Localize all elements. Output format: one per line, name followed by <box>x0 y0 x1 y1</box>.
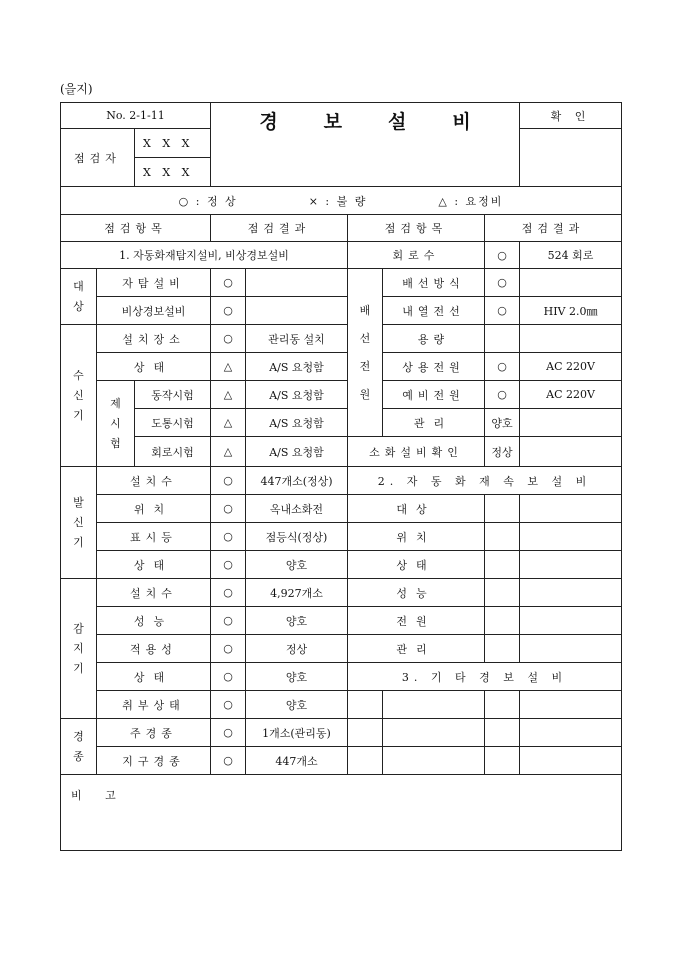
wiring-row-mark: ○ <box>485 269 520 297</box>
wiring-row-label: 관리 <box>383 409 485 437</box>
circuits-value: 524 회로 <box>520 242 622 269</box>
detector-row-mark: ○ <box>211 607 246 635</box>
detector-row-label: 성능 <box>97 607 211 635</box>
transmitter-row-mark: ○ <box>211 467 246 495</box>
section2-row-value <box>520 579 622 607</box>
col-item-left: 점검항목 <box>61 215 211 242</box>
test-row-value: A/S 요청함 <box>246 381 348 409</box>
col-item-right: 점검항목 <box>348 215 485 242</box>
wiring-row-value <box>520 325 622 353</box>
wiring-row-label: 내열전선 <box>383 297 485 325</box>
target-row-mark: ○ <box>211 297 246 325</box>
wiring-row-value: AC 220V <box>520 353 622 381</box>
target-group: 대 상 <box>61 269 97 325</box>
test-row-label: 동작시험 <box>135 381 211 409</box>
legend-maintain: △ : 요정비 <box>438 194 504 208</box>
section2-title: 2. 자 동 화 재 속 보 설 비 <box>348 467 622 495</box>
bell-row-value: 1개소(관리동) <box>246 719 348 747</box>
wiring-row-label: 용량 <box>383 325 485 353</box>
wiring-group: 배 선 전 원 <box>348 269 383 437</box>
wiring-row-mark: ○ <box>485 297 520 325</box>
section2-row-value <box>520 523 622 551</box>
target-row-label: 자탐설비 <box>97 269 211 297</box>
section2-row-mark <box>485 523 520 551</box>
receiver-group: 수 신 기 <box>61 325 97 467</box>
target-row-mark: ○ <box>211 269 246 297</box>
bell-row-mark: ○ <box>211 719 246 747</box>
detector-row-mark: ○ <box>211 691 246 719</box>
wiring-row-label: 상용전원 <box>383 353 485 381</box>
inspector-2: X X X <box>135 158 211 187</box>
detector-row-value: 양호 <box>246 663 348 691</box>
receiver-status-value: A/S 요청함 <box>246 353 348 381</box>
section2-row-label: 관리 <box>348 635 485 663</box>
page-title: 경보설비 <box>259 111 517 133</box>
section3-title: 3. 기 타 경 보 설 비 <box>348 663 622 691</box>
receiver-install-mark: ○ <box>211 325 246 353</box>
test-row-value: A/S 요청함 <box>246 437 348 467</box>
wiring-row-mark: 양호 <box>485 409 520 437</box>
transmitter-row-mark: ○ <box>211 523 246 551</box>
section2-row-label: 상태 <box>348 551 485 579</box>
section3-cell <box>520 719 622 747</box>
section2-row-mark <box>485 579 520 607</box>
section2-row-label: 대상 <box>348 495 485 523</box>
detector-row-label: 취부상태 <box>97 691 211 719</box>
transmitter-row-value: 양호 <box>246 551 348 579</box>
section1-title: 1. 자동화재탐지설비, 비상경보설비 <box>61 242 348 269</box>
section2-row-label: 전원 <box>348 607 485 635</box>
test-row-mark: △ <box>211 409 246 437</box>
section2-row-value <box>520 607 622 635</box>
detector-row-value: 4,927개소 <box>246 579 348 607</box>
section3-cell <box>383 691 485 719</box>
section3-cell <box>485 747 520 775</box>
wiring-row-mark: ○ <box>485 381 520 409</box>
bell-row-value: 447개소 <box>246 747 348 775</box>
inspector-label: 점검자 <box>61 129 135 187</box>
bell-row-label: 지구경종 <box>97 747 211 775</box>
receiver-status-mark: △ <box>211 353 246 381</box>
wiring-row-mark: ○ <box>485 353 520 381</box>
transmitter-row-mark: ○ <box>211 551 246 579</box>
wiring-row-value <box>520 269 622 297</box>
test-row-label: 회로시험 <box>135 437 211 467</box>
inspector-1: X X X <box>135 129 211 158</box>
section3-cell <box>383 719 485 747</box>
transmitter-row-mark: ○ <box>211 495 246 523</box>
section2-row-label: 위치 <box>348 523 485 551</box>
section2-row-label: 성능 <box>348 579 485 607</box>
detector-row-label: 설치수 <box>97 579 211 607</box>
bell-row-mark: ○ <box>211 747 246 775</box>
col-result-left: 점검결과 <box>211 215 348 242</box>
wiring-row-value: AC 220V <box>520 381 622 409</box>
section2-row-mark <box>485 551 520 579</box>
col-result-right: 점검결과 <box>485 215 622 242</box>
section3-cell <box>348 747 383 775</box>
receiver-status-label: 상태 <box>97 353 211 381</box>
transmitter-row-value: 옥내소화전 <box>246 495 348 523</box>
section2-row-value <box>520 495 622 523</box>
target-row-value <box>246 269 348 297</box>
receiver-install-value: 관리동 설치 <box>246 325 348 353</box>
detector-row-value: 정상 <box>246 635 348 663</box>
inspection-form-table <box>60 102 622 851</box>
target-row-value <box>246 297 348 325</box>
wiring-row-value: HIV 2.0㎜ <box>520 297 622 325</box>
transmitter-group: 발 신 기 <box>61 467 97 579</box>
section3-cell <box>348 691 383 719</box>
extinguish-check-mark: 정상 <box>485 437 520 467</box>
attachment-label: (을지) <box>60 82 93 96</box>
section3-cell <box>520 691 622 719</box>
detector-row-mark: ○ <box>211 663 246 691</box>
detector-row-value: 양호 <box>246 607 348 635</box>
test-group: 제 시 험 <box>97 381 135 467</box>
transmitter-row-value: 점등식(정상) <box>246 523 348 551</box>
test-row-mark: △ <box>211 437 246 467</box>
wiring-row-value <box>520 409 622 437</box>
section3-cell <box>520 747 622 775</box>
transmitter-row-label: 상태 <box>97 551 211 579</box>
legend-row <box>61 187 622 215</box>
section3-cell <box>348 719 383 747</box>
wiring-row-mark <box>485 325 520 353</box>
section2-row-mark <box>485 635 520 663</box>
legend-bad: × : 불 량 <box>308 194 368 208</box>
bell-group: 경 종 <box>61 719 97 775</box>
circuits-mark: ○ <box>485 242 520 269</box>
section2-row-value <box>520 551 622 579</box>
extinguish-check-value <box>520 437 622 467</box>
section3-cell <box>383 747 485 775</box>
section3-cell <box>485 691 520 719</box>
detector-group: 감 지 기 <box>61 579 97 719</box>
legend-normal: ○ : 정 상 <box>178 194 238 208</box>
test-row-value: A/S 요청함 <box>246 409 348 437</box>
detector-row-label: 적용성 <box>97 635 211 663</box>
section2-row-mark <box>485 607 520 635</box>
receiver-install-label: 설치장소 <box>97 325 211 353</box>
doc-number: No. 2-1-11 <box>61 103 211 129</box>
transmitter-row-value: 447개소(정상) <box>246 467 348 495</box>
remarks-label: 비 고 <box>71 789 126 802</box>
confirm-label: 확 인 <box>520 103 622 129</box>
test-row-label: 도통시험 <box>135 409 211 437</box>
detector-row-value: 양호 <box>246 691 348 719</box>
detector-row-label: 상태 <box>97 663 211 691</box>
detector-row-mark: ○ <box>211 635 246 663</box>
section3-cell <box>485 719 520 747</box>
circuits-label: 회로수 <box>348 242 485 269</box>
detector-row-mark: ○ <box>211 579 246 607</box>
transmitter-row-label: 표시등 <box>97 523 211 551</box>
remarks-box <box>61 775 622 851</box>
wiring-row-label: 예비전원 <box>383 381 485 409</box>
extinguish-check-label: 소화설비확인 <box>348 437 485 467</box>
bell-row-label: 주경종 <box>97 719 211 747</box>
section2-row-value <box>520 635 622 663</box>
target-row-label: 비상경보설비 <box>97 297 211 325</box>
test-row-mark: △ <box>211 381 246 409</box>
section2-row-mark <box>485 495 520 523</box>
confirm-box <box>520 129 622 187</box>
transmitter-row-label: 위치 <box>97 495 211 523</box>
transmitter-row-label: 설치수 <box>97 467 211 495</box>
wiring-row-label: 배선방식 <box>383 269 485 297</box>
